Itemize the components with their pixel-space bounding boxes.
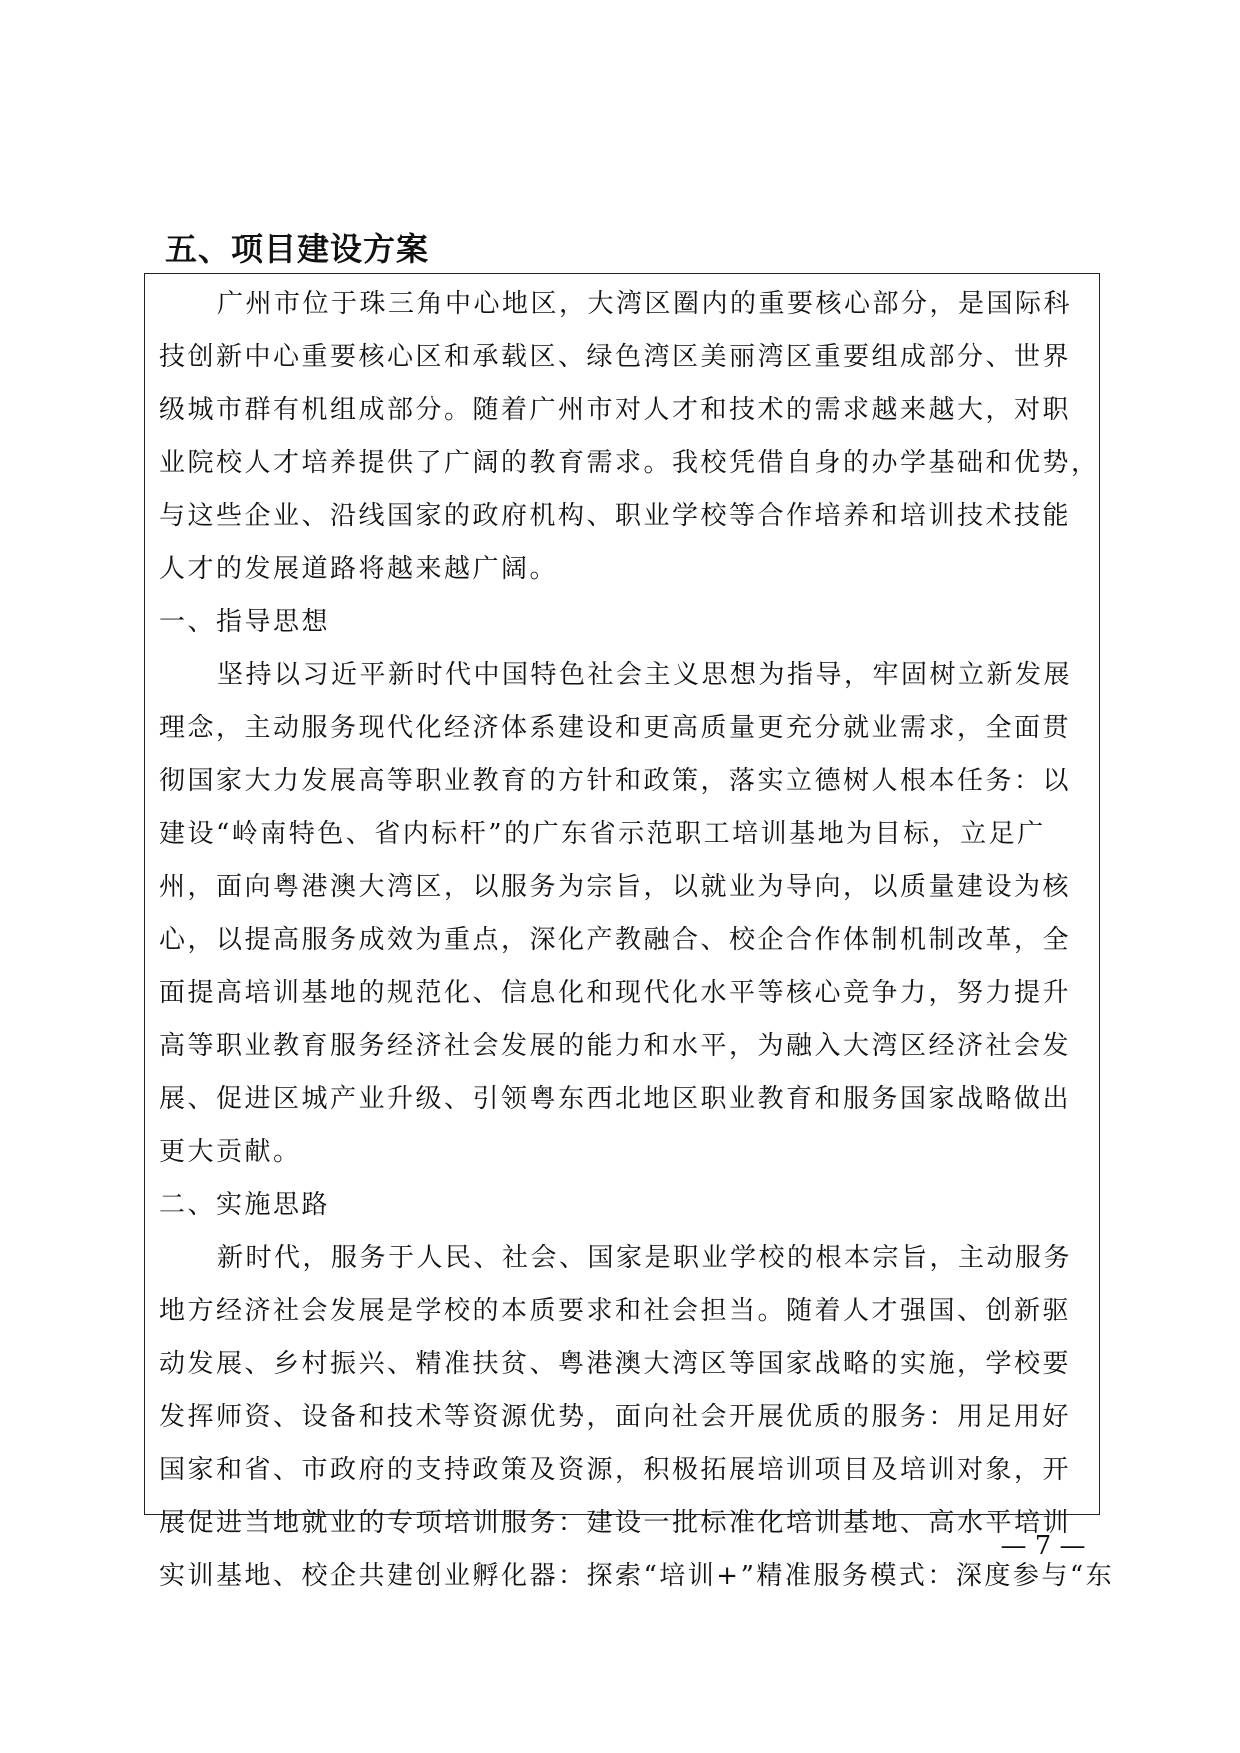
paragraph-line: 州，面向粤港澳大湾区，以服务为宗旨，以就业为导向，以质量建设为核 [159,872,1072,902]
paragraph-line: 彻国家大力发展高等职业教育的方针和政策，落实立德树人根本任务：以 [159,766,1072,796]
paragraph-line: 实训基地、校企共建创业孵化器：探索“培训+”精准服务模式：深度参与“东 [159,1561,1115,1591]
paragraph-line: 新时代，服务于人民、社会、国家是职业学校的根本宗旨，主动服务 [217,1243,1073,1273]
paragraph-line: 展、促进区城产业升级、引领粤东西北地区职业教育和服务国家战略做出 [159,1084,1072,1114]
paragraph-line: 技创新中心重要核心区和承载区、绿色湾区美丽湾区重要组成部分、世界 [159,342,1072,372]
subsection-heading-implementation-approach: 二、实施思路 [159,1190,331,1220]
paragraph-line: 坚持以习近平新时代中国特色社会主义思想为指导，牢固树立新发展 [217,660,1073,690]
paragraph-line: 国家和省、市政府的支持政策及资源，积极拓展培训项目及培训对象，开 [159,1455,1072,1485]
paragraph-line: 更大贡献。 [159,1137,302,1167]
page-number: — 7 — [1000,1531,1086,1561]
paragraph-line: 心，以提高服务成效为重点，深化产教融合、校企合作体制机制改革，全 [159,925,1072,955]
paragraph-line: 发挥师资、设备和技术等资源优势，面向社会开展优质的服务：用足用好 [159,1402,1072,1432]
paragraph-line: 与这些企业、沿线国家的政府机构、职业学校等合作培养和培训技术技能 [159,501,1072,531]
subsection-heading-guiding-ideology: 一、指导思想 [159,607,331,637]
paragraph-line: 建设“岭南特色、省内标杆”的广东省示范职工培训基地为目标，立足广 [159,819,1046,849]
paragraph-line: 广州市位于珠三角中心地区，大湾区圈内的重要核心部分，是国际科 [217,289,1073,319]
paragraph-line: 面提高培训基地的规范化、信息化和现代化水平等核心竞争力，努力提升 [159,978,1072,1008]
paragraph-line: 级城市群有机组成部分。随着广州市对人才和技术的需求越来越大，对职 [159,395,1072,425]
section-heading: 五、项目建设方案 [165,230,430,268]
paragraph-line: 展促进当地就业的专项培训服务：建设一批标准化培训基地、高水平培训 [159,1508,1072,1538]
paragraph-line: 动发展、乡村振兴、精准扶贫、粤港澳大湾区等国家战略的实施，学校要 [159,1349,1072,1379]
paragraph-line: 高等职业教育服务经济社会发展的能力和水平，为融入大湾区经济社会发 [159,1031,1072,1061]
paragraph-line: 人才的发展道路将越来越广阔。 [159,554,559,584]
paragraph-line: 业院校人才培养提供了广阔的教育需求。我校凭借自身的办学基础和优势， [159,448,1100,478]
paragraph-line: 理念，主动服务现代化经济体系建设和更高质量更充分就业需求，全面贯 [159,713,1072,743]
content-box [144,273,1115,1591]
paragraph-line: 地方经济社会发展是学校的本质要求和社会担当。随着人才强国、创新驱 [159,1296,1072,1326]
